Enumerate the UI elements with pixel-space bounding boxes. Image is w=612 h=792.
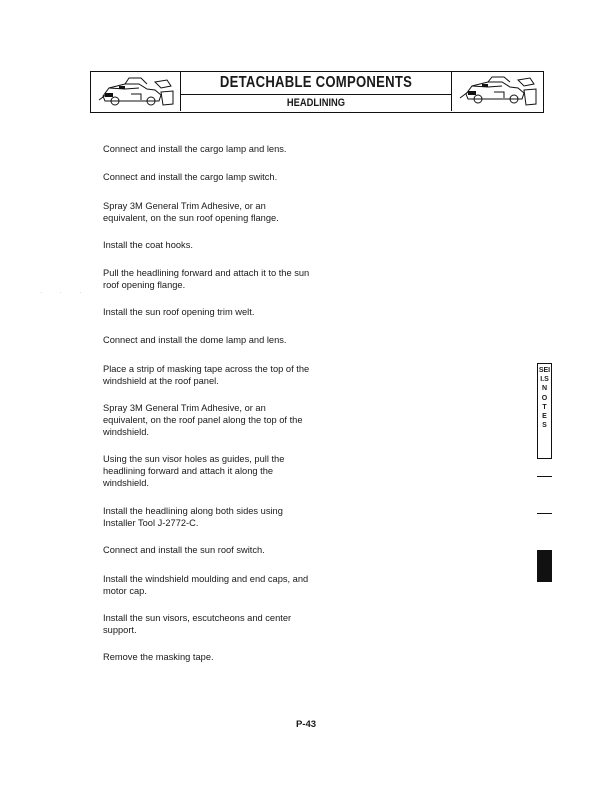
instruction-step: Install the sun visors, escutcheons and center support. (103, 613, 292, 635)
instruction-step: Connect and install the cargo lamp switch. (103, 172, 278, 182)
instruction-step: Pull the headlining forward and attach it to the sun roof opening flange. (103, 268, 310, 290)
side-tab-text: E (542, 413, 547, 421)
instruction-step: Place a strip of masking tape across the top of the windshield at the roof panel. (103, 364, 310, 386)
section-subtitle: HEADLINING (286, 97, 346, 109)
instruction-step: Spray 3M General Trim Adhesive, or an equivalent, on the sun roof opening flange. (103, 201, 279, 223)
instruction-step: Install the coat hooks. (103, 240, 193, 250)
section-header (90, 71, 544, 113)
header-titles (181, 72, 451, 111)
side-tab-divider (537, 476, 552, 477)
page-number: P-43 (295, 719, 317, 730)
side-tab-divider (537, 513, 552, 514)
scan-artifact: · · · (40, 290, 90, 296)
vehicle-exploded-view-icon (451, 72, 543, 111)
side-tab-text: O (541, 394, 548, 402)
instruction-step: Install the sun roof opening trim welt. (103, 307, 255, 317)
side-index-tab (537, 363, 552, 459)
page-title: DETACHABLE COMPONENTS (219, 74, 413, 91)
instruction-step: Remove the masking tape. (103, 652, 214, 662)
instruction-step: Using the sun visor holes as guides, pull the headlining forward and attach it along the windshield. (103, 454, 285, 488)
instruction-step: Connect and install the dome lamp and lens. (103, 335, 287, 345)
instruction-step: Connect and install the sun roof switch. (103, 545, 265, 555)
side-tab-text: I.S (540, 376, 549, 384)
side-tab-text: N (541, 385, 548, 393)
vehicle-exploded-view-icon (91, 72, 181, 111)
side-tab-text: S (542, 422, 547, 430)
side-section-marker (537, 550, 552, 582)
side-tab-text: SEI (538, 367, 551, 374)
instruction-step: Install the headlining along both sides using Installer Tool J-2772-C. (103, 506, 283, 528)
instruction-step: Connect and install the cargo lamp and lens. (103, 144, 287, 154)
side-tab-text: T (542, 403, 547, 411)
header-divider (181, 94, 451, 95)
instruction-step: Spray 3M General Trim Adhesive, or an equivalent, on the roof panel along the top of the windshield. (103, 403, 303, 437)
instruction-step: Install the windshield moulding and end caps, and motor cap. (103, 574, 309, 596)
